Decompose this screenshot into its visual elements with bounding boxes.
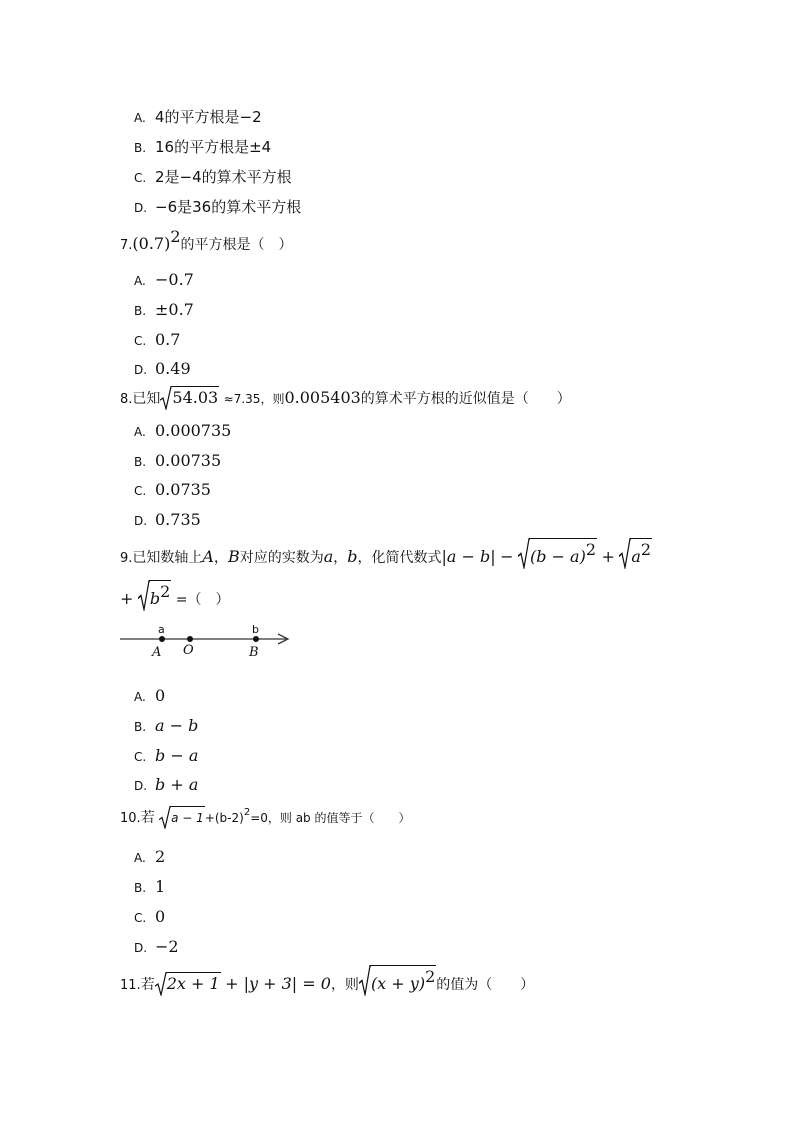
q6-option-c: C. 2是−4的算术平方根 bbox=[134, 168, 292, 186]
label-b: b bbox=[252, 623, 259, 636]
label-A: A bbox=[152, 645, 162, 660]
point-origin bbox=[187, 636, 193, 642]
sqrt-symbol: $(x + y)^2$ bbox=[359, 965, 436, 996]
q9-option-a: A. 0 bbox=[134, 686, 166, 705]
q10-stem: 10.若 $a - 1+(b-2)^2=0$，则 ab 的值等于（ ） bbox=[120, 802, 410, 830]
label-a: a bbox=[158, 623, 165, 636]
label-O: O bbox=[183, 643, 194, 658]
point-b bbox=[253, 636, 259, 642]
label-B: B bbox=[249, 645, 259, 660]
sqrt-symbol: a − 1 bbox=[159, 806, 205, 829]
sqrt-symbol: 54.03 bbox=[160, 386, 219, 410]
q9-stem-line2: + $b^2$ =（ ） bbox=[120, 580, 229, 611]
number-line-figure bbox=[118, 620, 298, 662]
q6-option-d: D. −6是36的算术平方根 bbox=[134, 198, 302, 216]
q10-option-c: C. 0 bbox=[134, 907, 166, 926]
q7-option-d: D. 0.49 bbox=[134, 359, 191, 378]
q7-stem: $7.(0.7)^2$的平方根是（ ） bbox=[120, 227, 293, 253]
q9-stem-line1: 9.已知数轴上A，B对应的实数为a，b，化简代数式|a − b| − $(b - a)^2$ + $a^2$ bbox=[120, 538, 652, 570]
sqrt-symbol: 2x + 1 bbox=[155, 972, 221, 996]
q7-option-a: A. −0.7 bbox=[134, 270, 194, 289]
q10-option-a: A. 2 bbox=[134, 847, 166, 866]
point-a bbox=[159, 636, 165, 642]
q9-option-b: B. a − b bbox=[134, 716, 199, 735]
q11-stem: 11.若 2x + 1 + |y + 3| = 0，则 $(x + y)^2$的值为（ ） bbox=[120, 965, 534, 997]
sqrt-symbol: $a^2$ bbox=[619, 538, 652, 569]
q7-option-b: B. ±0.7 bbox=[134, 300, 194, 319]
q8-stem: 8.已知 54.03 ≈7.35，则0.005403的算术平方根的近似值是（ ） bbox=[120, 386, 571, 411]
q8-option-b: B. 0.00735 bbox=[134, 451, 222, 470]
q9-option-d: D. b + a bbox=[134, 775, 199, 794]
q8-option-d: D. 0.735 bbox=[134, 510, 201, 529]
q6-option-a: A. 4的平方根是−2 bbox=[134, 108, 262, 126]
q8-option-a: A. 0.000735 bbox=[134, 421, 232, 440]
q9-option-c: C. b − a bbox=[134, 746, 199, 765]
sqrt-symbol: $(b - a)^2$ bbox=[518, 538, 597, 569]
sqrt-symbol: $b^2$ bbox=[138, 580, 171, 611]
q10-option-b: B. 1 bbox=[134, 877, 166, 896]
q10-option-d: D. −2 bbox=[134, 937, 179, 956]
q7-option-c: C. 0.7 bbox=[134, 330, 181, 349]
q6-option-b: B. 16的平方根是±4 bbox=[134, 138, 272, 156]
q8-option-c: C. 0.0735 bbox=[134, 480, 211, 499]
